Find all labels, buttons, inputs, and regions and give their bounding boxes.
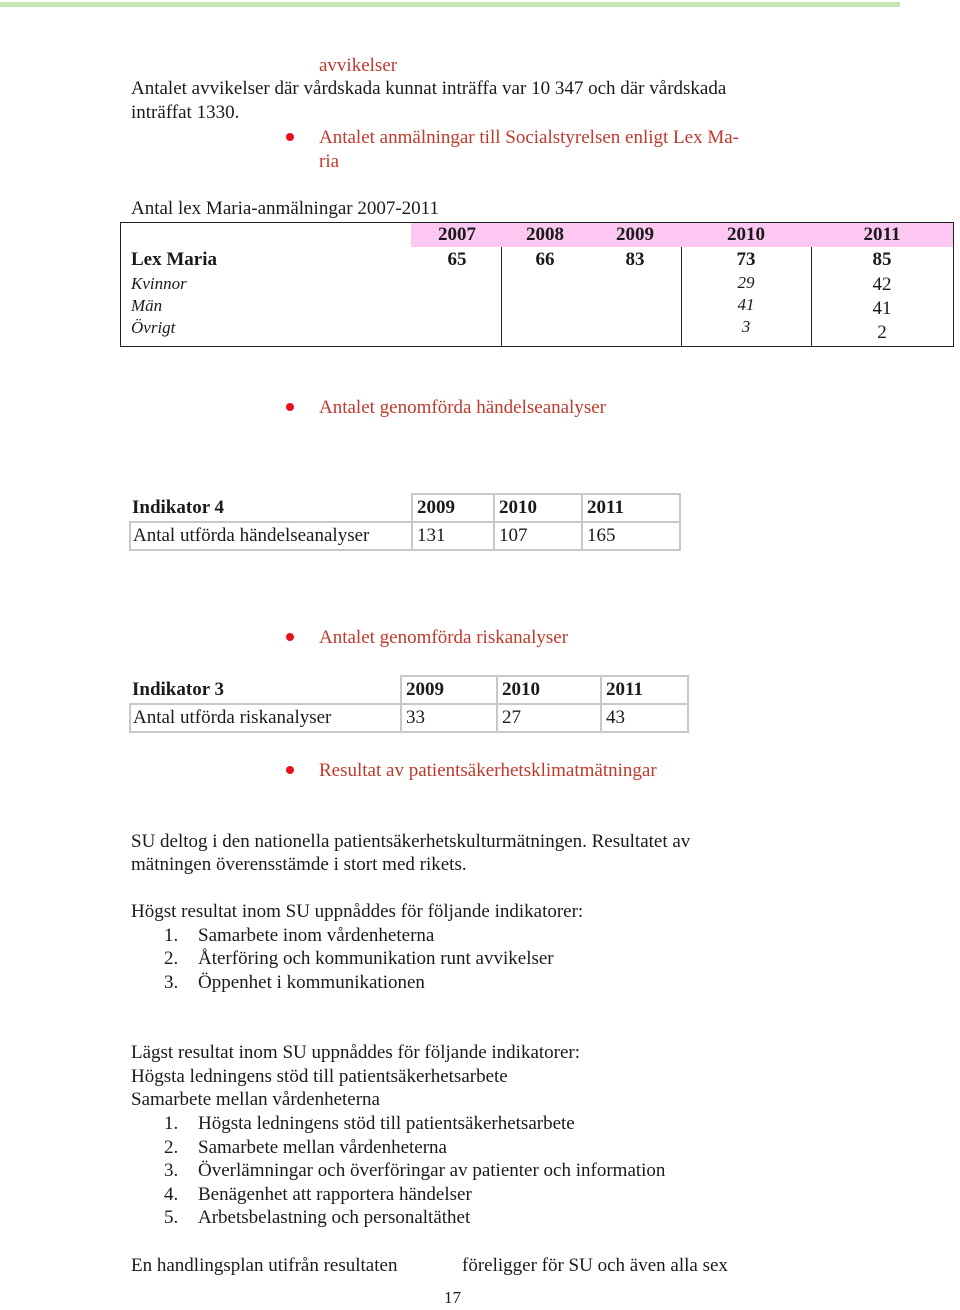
year-header: 2011 [582, 494, 680, 522]
value-cell: 73 [736, 249, 756, 270]
indicator-4-table [129, 493, 681, 551]
column-divider [501, 247, 502, 346]
lex-table-caption: Antal lex Maria-anmälningar 2007-2011 [131, 198, 439, 219]
value-cell: 2 [877, 322, 887, 343]
year-header: 2007 [438, 224, 476, 245]
intro-paragraph: Antalet avvikelser där vårdskada kunnat inträffa var 10 347 och där vårdskada [131, 78, 727, 99]
list-item: Högsta ledningens stöd till patientsäkerhetsarbete [198, 1113, 575, 1134]
value-cell: 33 [401, 704, 497, 732]
list-number: 5. [164, 1207, 179, 1228]
results-paragraph: SU deltog i den nationella patientsäkerhetskulturmätningen. Resultatet av [131, 831, 691, 852]
value-cell: 131 [412, 522, 494, 550]
closing-text-a: En handlingsplan utifrån resultaten [131, 1255, 398, 1276]
list-number: 2. [164, 948, 179, 969]
year-header: 2011 [601, 676, 688, 704]
value-cell: 42 [872, 274, 892, 295]
row-label-ovrigt: Övrigt [131, 318, 176, 337]
list-item: Samarbete inom vårdenheterna [198, 925, 435, 946]
year-header: 2010 [727, 224, 765, 245]
low-results-line: Högsta ledningens stöd till patientsäkerhetsarbete [131, 1066, 508, 1087]
value-cell: 3 [741, 317, 751, 336]
column-divider [811, 247, 812, 346]
list-item: Återföring och kommunikation runt avvikelser [198, 948, 554, 969]
indicator-3-table [129, 675, 689, 733]
closing-text-b: föreligger för SU och även alla sex [462, 1255, 728, 1276]
table-title: Indikator 4 [132, 496, 225, 518]
list-item: Öppenhet i kommunikationen [198, 972, 425, 993]
bullet-lexmaria: Antalet anmälningar till Socialstyrelsen enligt Lex Ma- [319, 127, 739, 148]
table-title: Indikator 3 [132, 678, 225, 700]
list-number: 1. [164, 1113, 179, 1134]
list-item: Arbetsbelastning och personaltäthet [198, 1207, 471, 1228]
row-label-man: Män [131, 296, 163, 315]
year-header: 2010 [497, 676, 601, 704]
value-cell: 65 [447, 249, 467, 270]
year-header: 2008 [526, 224, 564, 245]
lex-maria-table [120, 222, 954, 347]
list-number: 4. [164, 1184, 179, 1205]
low-results-line: Samarbete mellan vårdenheterna [131, 1089, 380, 1110]
row-label-kvinnor: Kvinnor [131, 274, 187, 293]
bullet-icon [286, 133, 294, 141]
value-cell: 41 [872, 298, 892, 319]
bullet-icon [286, 633, 294, 641]
value-cell: 41 [737, 295, 755, 314]
top-rule [0, 2, 900, 7]
row-label-lexmaria: Lex Maria [131, 249, 218, 270]
low-results-intro: Lägst resultat inom SU uppnåddes för följande indikatorer: [131, 1042, 581, 1063]
year-header: 2009 [616, 224, 654, 245]
list-number: 2. [164, 1137, 179, 1158]
value-cell: 43 [601, 704, 688, 732]
column-divider [681, 247, 682, 346]
year-header: 2011 [863, 224, 901, 245]
value-cell: 66 [535, 249, 555, 270]
year-header: 2009 [412, 494, 494, 522]
row-label: Antal utförda riskanalyser [130, 704, 401, 732]
value-cell: 29 [737, 273, 755, 292]
list-number: 1. [164, 925, 179, 946]
list-item: Överlämningar och överföringar av patienter och information [198, 1160, 666, 1181]
bullet-riskanalyser: Antalet genomförda riskanalyser [319, 627, 569, 648]
value-cell: 27 [497, 704, 601, 732]
section-heading-cont: avvikelser [319, 55, 398, 76]
row-label: Antal utförda händelseanalyser [130, 522, 412, 550]
year-header: 2009 [401, 676, 497, 704]
value-cell: 107 [494, 522, 582, 550]
list-number: 3. [164, 1160, 179, 1181]
bullet-icon [286, 403, 294, 411]
list-number: 3. [164, 972, 179, 993]
bullet-handelseanalyser: Antalet genomförda händelseanalyser [319, 397, 606, 418]
value-cell: 85 [872, 249, 892, 270]
list-item: Samarbete mellan vårdenheterna [198, 1137, 447, 1158]
bullet-lexmaria-cont: ria [319, 151, 340, 172]
list-item: Benägenhet att rapportera händelser [198, 1184, 472, 1205]
value-cell: 83 [625, 249, 645, 270]
value-cell: 165 [582, 522, 680, 550]
bullet-klimatmatningar: Resultat av patientsäkerhetsklimatmätningar [319, 760, 657, 781]
results-paragraph-cont: mätningen överensstämde i stort med rikets. [131, 854, 467, 875]
page-number: 17 [444, 1288, 461, 1307]
bullet-icon [286, 766, 294, 774]
intro-paragraph-cont: inträffat 1330. [131, 102, 240, 123]
year-header: 2010 [494, 494, 582, 522]
high-results-intro: Högst resultat inom SU uppnåddes för följande indikatorer: [131, 901, 584, 922]
